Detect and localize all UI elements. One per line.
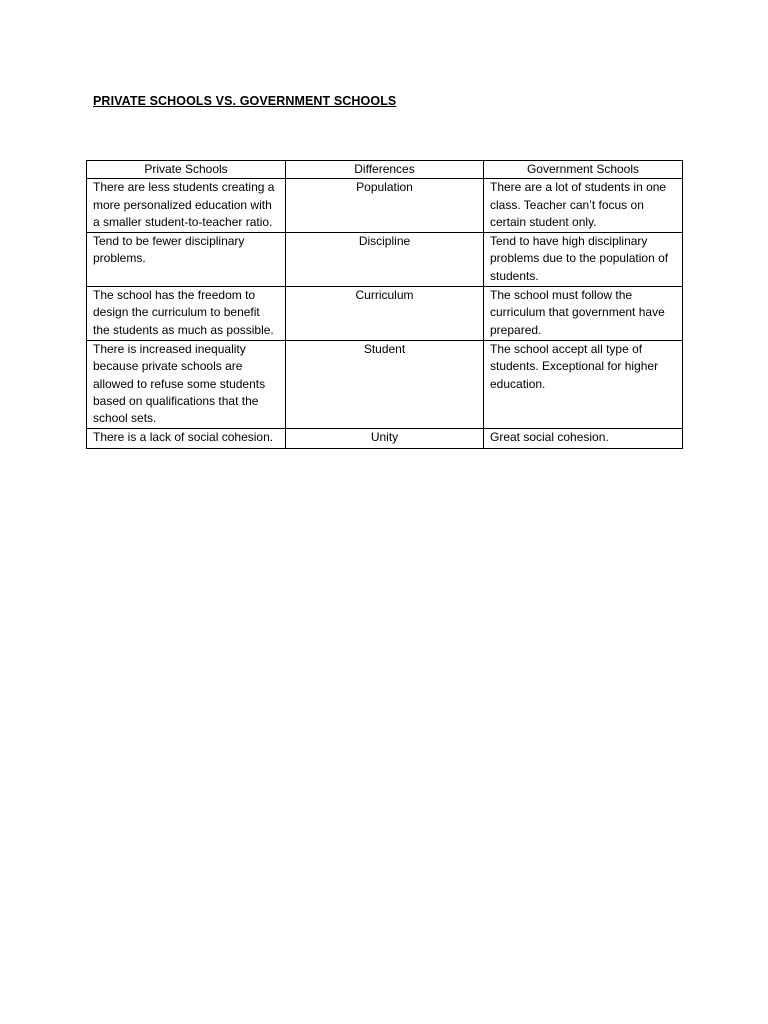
private-cell: Tend to be fewer disciplinary problems. bbox=[87, 233, 286, 287]
government-cell: Tend to have high disciplinary problems due to the population of students. bbox=[484, 233, 683, 287]
table-row bbox=[87, 429, 683, 448]
table-row bbox=[87, 179, 683, 233]
table-row bbox=[87, 287, 683, 341]
comparison-table bbox=[86, 160, 683, 449]
difference-cell: Unity bbox=[286, 429, 484, 448]
header-government-schools: Government Schools bbox=[484, 161, 683, 179]
difference-cell: Curriculum bbox=[286, 287, 484, 341]
difference-cell: Population bbox=[286, 179, 484, 233]
header-private-schools: Private Schools bbox=[87, 161, 286, 179]
private-cell: There is increased inequality because private schools are allowed to refuse some students based on qualifications that the school sets. bbox=[87, 340, 286, 428]
private-cell: The school has the freedom to design the curriculum to benefit the students as much as possible. bbox=[87, 287, 286, 341]
government-cell: The school accept all type of students. Exceptional for higher education. bbox=[484, 340, 683, 428]
document-title: PRIVATE SCHOOLS VS. GOVERNMENT SCHOOLS bbox=[93, 94, 397, 108]
difference-cell: Discipline bbox=[286, 233, 484, 287]
table-row bbox=[87, 233, 683, 287]
table-row bbox=[87, 340, 683, 428]
government-cell: The school must follow the curriculum that government have prepared. bbox=[484, 287, 683, 341]
private-cell: There is a lack of social cohesion. bbox=[87, 429, 286, 448]
table-header-row bbox=[87, 161, 683, 179]
header-differences: Differences bbox=[286, 161, 484, 179]
difference-cell: Student bbox=[286, 340, 484, 428]
government-cell: There are a lot of students in one class. Teacher can’t focus on certain student only. bbox=[484, 179, 683, 233]
private-cell: There are less students creating a more personalized education with a smaller student-to-teacher ratio. bbox=[87, 179, 286, 233]
government-cell: Great social cohesion. bbox=[484, 429, 683, 448]
